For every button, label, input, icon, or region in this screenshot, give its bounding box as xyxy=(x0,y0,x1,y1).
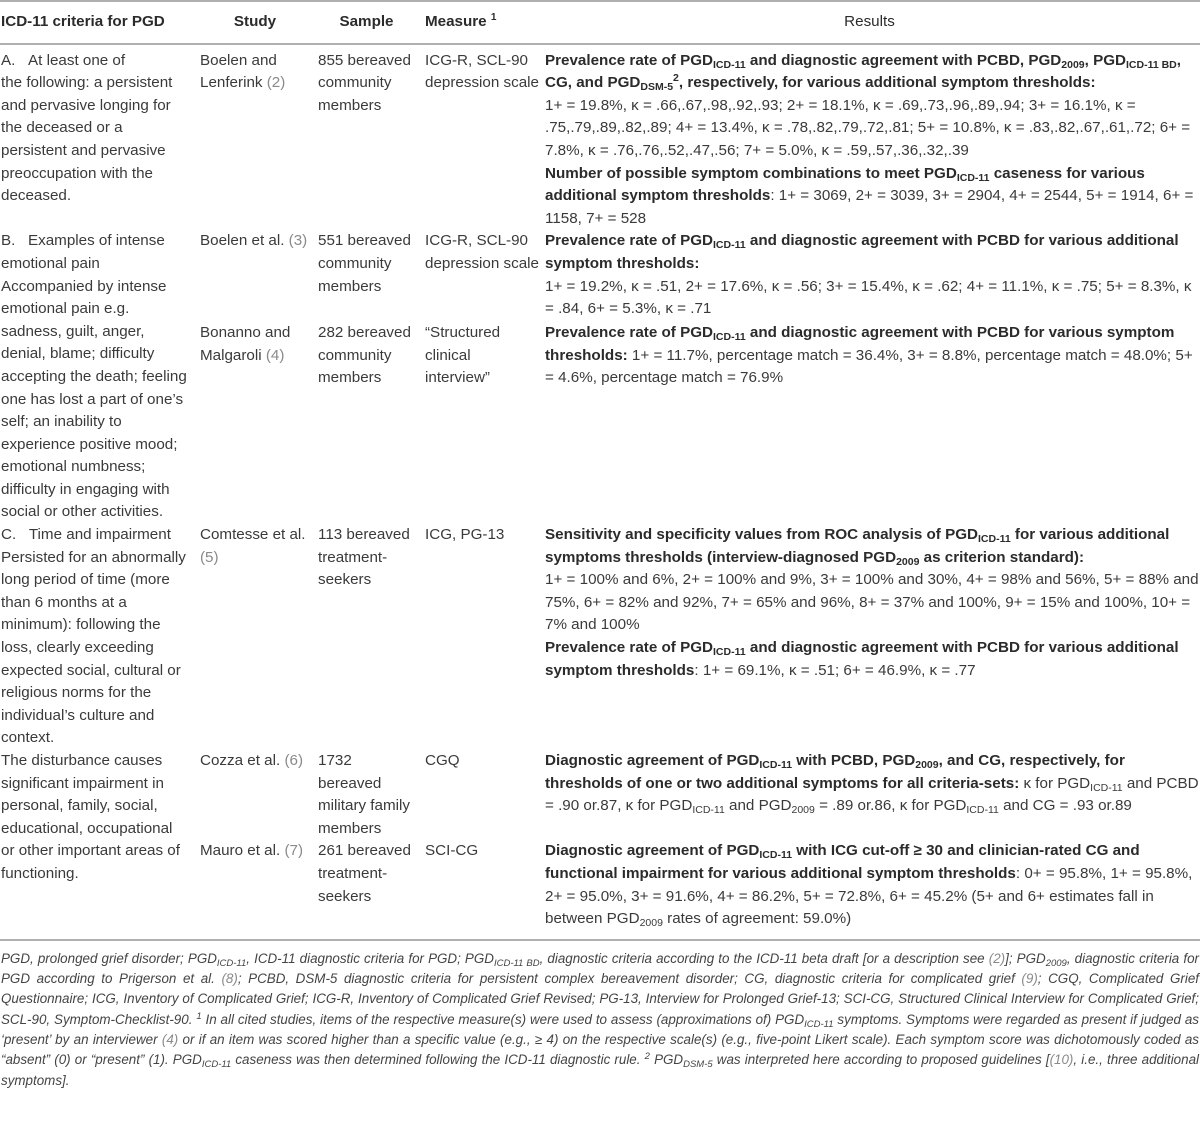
reference-link[interactable]: (2) xyxy=(988,950,1006,966)
measure-cell: “Structured clinical interview” xyxy=(425,324,501,387)
results-cell xyxy=(539,840,1200,939)
header-results: Results xyxy=(539,1,1200,44)
results-cell xyxy=(539,322,1200,524)
reference-link[interactable]: (10) xyxy=(1049,1052,1074,1068)
criteria-text: emotional pain Accompanied by intense emotional pain e.g. sadness, guilt, anger, denial, blame; difficulty accepting the death; feeling one has lost a part of one’s self; an inability to experience positive mood; emotional numbness; difficulty in engaging with social or other activities. xyxy=(1,254,187,521)
measure-cell: ICG, PG-13 xyxy=(425,526,505,544)
result-block: Prevalence rate of $PGD_{ICD-11}$ and diagnostic agreement with PCBD for various symptom thresholds: 1+ = 11.7%, percentage match = 36.4%, 3+ = 8.8%, percentage match = 48.0%; 5+ = 4.6%, percentage match = 76.9% xyxy=(545,324,1193,387)
study-cell: Mauro et al. (7) xyxy=(196,840,314,939)
study-cell: Cozza et al. (6) xyxy=(200,752,303,769)
reference-link[interactable]: (6) xyxy=(284,752,303,769)
result-values: 1+ = 11.7%, percentage match = 36.4%, 3+ = 8.8%, percentage match = 48.0%; 5+ = 4.6%, percentage match = 76.9% xyxy=(545,346,1193,387)
result-block: Number of possible symptom combinations to meet $PGD_{ICD-11}$ caseness for various additional symptom thresholds: 1+ = 3069, 2+ = 3039, 3+ = 2904, 4+ = 2544, 5+ = 1914, 6+ = 1158, 7+ = 528 xyxy=(545,164,1194,227)
results-cell xyxy=(539,230,1200,322)
result-values: : 1+ = 69.1%, κ = .51; 6+ = 46.9%, κ = .77 xyxy=(694,661,976,679)
result-block: Sensitivity and specificity values from ROC analysis of $PGD_{ICD-11}$ for various additional symptoms thresholds (interview-diagnosed $PGD_{2009}$ as criterion standard): 1+ = 100% and 6%, 2+ = 100% and 9%, 3+ = 100% and 30%, 4+ = 98% and 56%, 5+ = 88% and 75%, 6+ = 82% and 92%, 7+ = 65% and 96%, 8+ = 37% and 100%, 9+ = 15% and 100%, 10+ = 7% and 100% xyxy=(545,524,1200,637)
sample-cell: 113 bereaved treatment-seekers xyxy=(318,526,410,589)
criteria-heading: B. Examples of intense xyxy=(1,232,165,250)
result-values: : 0+ = 95.8%, 1+ = 95.8%, 2+ = 95.0%, 3+ = 91.6%, 4+ = 86.2%, 5+ = 72.8%, 6+ = 45.2% (5+ and 6+ estimates fall in between $PGD_{2009}$ rates of agreement: 59.0%) xyxy=(545,864,1193,930)
table-footnote: PGD, prolonged grief disorder; $PGD_{ICD-11}$, ICD-11 diagnostic criteria for PGD; $PGD_{ICD-11 BD}$, diagnostic criteria according to the ICD-11 beta draft [or a description see (2)]; $PGD_{2009}$, diagnostic criteria for PGD according to Prigerson et al. (8); PCBD, DSM-5 diagnostic criteria for persistent complex bereavement disorder; CG, diagnostic criteria for complicated grief (9); CGQ, Complicated Grief Questionnaire; ICG, Inventory of Complicated Grief; ICG-R, Inventory of Complicated Grief Revised; PG-13, Interview for Prolonged Grief-13; SCI-CG, Structured Clinical Interview for Complicated Grief; SCL-90, Symptom-Checklist-90. $^1$ In all cited studies, items of the respective measure(s) were used to assess (approximations of) $PGD_{ICD-11}$ symptoms. Symptoms were regarded as present if judged as ‘present’ by an interviewer (4) or if an item was scored higher than a specific value (e.g., ≥ 4) on the respective scale(s) (e.g., five-point Likert scale). Each symptom score was dichotomously coded as “absent” (0) or “present” (1). $PGD_{ICD-11}$ caseness was then determined following the ICD-11 diagnostic rule. $^2$ $PGD_{DSM-5}$ was interpreted here according to proposed guidelines [(10), i.e., three additional symptoms]. xyxy=(1,950,1199,1088)
sample-cell: 1732 bereaved military family members xyxy=(318,752,410,837)
measure-cell: CGQ xyxy=(425,752,460,769)
criteria-cell xyxy=(0,524,196,750)
criteria-text: The disturbance causes significant impairment in personal, family, social, educational, occupational or other important areas of functioning. xyxy=(1,752,180,882)
criteria-cell xyxy=(0,750,196,940)
header-measure-footnote-mark: 1 xyxy=(490,12,497,23)
reference-link[interactable]: (3) xyxy=(288,232,308,250)
study-cell: Comtesse et al. (5) xyxy=(200,526,306,566)
results-cell xyxy=(539,750,1200,840)
results-cell xyxy=(539,44,1200,231)
study-cell: Boelen et al. (3) xyxy=(200,232,308,250)
study-cell: Boelen and Lenferink (2) xyxy=(200,51,286,92)
measure-cell: ICG-R, SCL-90 depression scale xyxy=(425,51,539,92)
result-block: Prevalence rate of $PGD_{ICD-11}$ and diagnostic agreement with PCBD for various additional symptom thresholds: 1+ = 19.2%, κ = .51, 2+ = 17.6%, κ = .56; 3+ = 15.4%, κ = .62; 4+ = 11.1%, κ = .75; 5+ = 8.3%, κ = .84, 6+ = 5.3%, κ = .71 xyxy=(545,230,1200,320)
table-row xyxy=(0,524,1200,750)
reference-link[interactable]: (5) xyxy=(200,548,219,566)
result-values: 1+ = 100% and 6%, 2+ = 100% and 9%, 3+ = 100% and 30%, 4+ = 98% and 56%, 5+ = 88% and 75%, 6+ = 82% and 92%, 7+ = 65% and 96%, 8+ = 37% and 100%, 9+ = 15% and 100%, 10+ = 7% and 100% xyxy=(545,571,1199,634)
table-row xyxy=(0,44,1200,231)
sample-cell: 855 bereaved community members xyxy=(318,51,411,114)
criteria-text: Persisted for an abnormally long period of time (more than 6 months at a minimum): following the loss, clearly exceeding expected social, cultural or religious norms for the individual’s culture and context. xyxy=(1,548,186,747)
sample-cell: 261 bereaved treatment-seekers xyxy=(314,840,419,939)
reference-link[interactable]: (2) xyxy=(266,74,286,92)
header-study: Study xyxy=(196,1,314,44)
measure-cell: ICG-R, SCL-90 depression scale xyxy=(425,232,539,272)
reference-link[interactable]: (8) xyxy=(221,971,238,987)
study-cell: Bonanno and Malgaroli (4) xyxy=(200,324,291,364)
reference-link[interactable]: (4) xyxy=(161,1031,179,1047)
sample-cell: 282 bereaved community members xyxy=(318,324,411,387)
header-measure: Measure $^1$ xyxy=(419,1,539,44)
result-values: 1+ = 19.2%, κ = .51, 2+ = 17.6%, κ = .56; 3+ = 15.4%, κ = .62; 4+ = 11.1%, κ = .75; 5+ = 8.3%, κ = .84, 6+ = 5.3%, κ = .71 xyxy=(545,277,1192,318)
result-values: κ for $PGD_{ICD-11}$ and PCBD = .90 or.87, κ for $PGD_{ICD-11}$ and $PGD_{2009} = .89$ or.86, κ for $PGD_{ICD-11}$ and CG = .93 or.89 xyxy=(545,774,1199,817)
criteria-heading: A. At least one of xyxy=(1,51,126,69)
header-row xyxy=(0,1,1200,44)
reference-link[interactable]: (7) xyxy=(284,842,303,860)
table-row xyxy=(0,230,1200,322)
measure-cell: SCI-CG xyxy=(419,840,539,939)
result-values: : 1+ = 3069, 2+ = 3039, 3+ = 2904, 4+ = 2544, 5+ = 1914, 6+ = 1158, 7+ = 528 xyxy=(545,187,1194,227)
result-block: Diagnostic agreement of $PGD_{ICD-11}$ with ICG cut-off ≥ 30 and clinician-rated CG and functional impairment for various additional symptom thresholds: 0+ = 95.8%, 1+ = 95.8%, 2+ = 95.0%, 3+ = 91.6%, 4+ = 86.2%, 5+ = 72.8%, 6+ = 45.2% (5+ and 6+ estimates fall in between $PGD_{2009}$ rates of agreement: 59.0%) xyxy=(545,842,1193,930)
criteria-cell xyxy=(0,230,196,524)
criteria-text: the following: a persistent and pervasive longing for the deceased or a persistent and pervasive preoccupation with the deceased. xyxy=(1,74,173,205)
result-block: Prevalence rate of $PGD_{ICD-11}$ and diagnostic agreement with PCBD, $PGD_{2009}$, $PGD_{ICD-11 BD}$, CG, and $PGD_{DSM-5}^2$, respectively, for various additional symptom thresholds: 1+ = 19.8%, κ = .66,.67,.98,.92,.93; 2+ = 18.1%, κ = .69,.73,.96,.89,.94; 3+ = 16.1%, κ = .75,.79,.89,.82,.89; 4+ = 13.4%, κ = .78,.82,.79,.72,.81; 5+ = 10.8%, κ = .83,.82,.67,.61,.72; 6+ = 7.8%, κ = .76,.76,.52,.47,.56; 7+ = 5.0%, κ = .59,.57,.36,.32,.39 xyxy=(545,50,1200,163)
result-block: Diagnostic agreement of $PGD_{ICD-11}$ with PCBD, $PGD_{2009}$, and CG, respectively, for thresholds of one or two additional symptoms for all criteria-sets: κ for $PGD_{ICD-11}$ and PCBD = .90 or.87, κ for $PGD_{ICD-11}$ and $PGD_{2009} = .89$ or.86, κ for $PGD_{ICD-11}$ and CG = .93 or.89 xyxy=(545,752,1199,817)
criteria-cell xyxy=(0,44,196,231)
header-sample: Sample xyxy=(314,1,419,44)
sample-cell: 551 bereaved community members xyxy=(318,232,411,295)
criteria-heading: C. Time and impairment xyxy=(1,526,171,544)
reference-link[interactable]: (9) xyxy=(1021,971,1038,987)
results-cell xyxy=(539,524,1200,750)
header-criteria: ICD-11 criteria for PGD xyxy=(0,1,196,44)
result-block: Prevalence rate of $PGD_{ICD-11}$ and diagnostic agreement with PCBD for various additional symptom thresholds: 1+ = 69.1%, κ = .51; 6+ = 46.9%, κ = .77 xyxy=(545,639,1179,679)
reference-link[interactable]: (4) xyxy=(265,346,285,364)
table-row xyxy=(0,750,1200,840)
result-values: 1+ = 19.8%, κ = .66,.67,.98,.92,.93; 2+ = 18.1%, κ = .69,.73,.96,.89,.94; 3+ = 16.1%, κ = .75,.79,.89,.82,.89; 4+ = 13.4%, κ = .78,.82,.79,.72,.81; 5+ = 10.8%, κ = .83,.82,.67,.61,.72; 6+ = 7.8%, κ = .76,.76,.52,.47,.56; 7+ = 5.0%, κ = .59,.57,.36,.32,.39 xyxy=(545,96,1191,159)
